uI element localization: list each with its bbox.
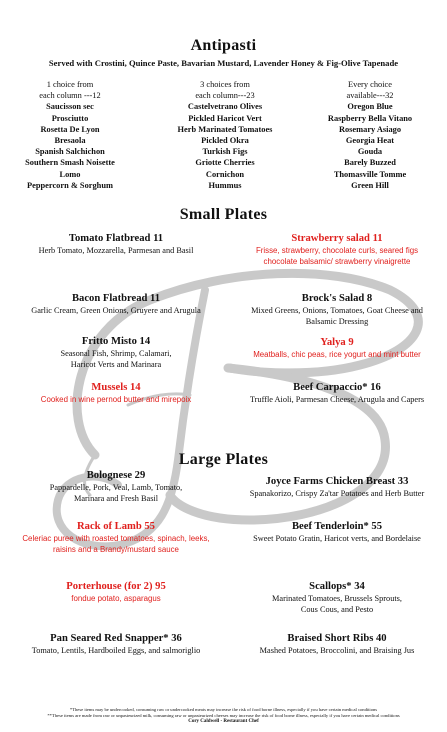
item-name: Bacon Flatbread 11 — [71, 293, 161, 304]
item-name: Pan Seared Red Snapper* 36 — [50, 633, 182, 644]
list-item: Turkish Figs — [202, 147, 248, 157]
menu-item-special — [6, 520, 226, 555]
list-item: Pickled Okra — [201, 136, 249, 146]
list-item: Prosciutto — [51, 113, 89, 123]
list-item: Hummus — [208, 180, 242, 190]
item-description: Haricot Verts and Marinara — [70, 360, 162, 369]
item-name: Yalya 9 — [320, 337, 354, 348]
column-heading: each column---23 — [195, 91, 255, 101]
item-description: Tomato, Lentils, Hardboiled Eggs, and salmoriglio — [31, 646, 201, 655]
list-item: Herb Marinated Tomatoes — [177, 124, 273, 134]
item-description: chocolate balsamic/ strawberry vinaigrette — [263, 257, 411, 266]
list-item: Castelvetrano Olives — [187, 102, 263, 112]
item-name: Beef Carpaccio* 16 — [293, 382, 381, 393]
item-description: Balsamic Dressing — [305, 317, 369, 326]
item-name: Braised Short Ribs 40 — [287, 633, 387, 644]
menu-item — [6, 632, 226, 656]
chef-credit: Cory Caldwell - Restaurant Chef — [188, 719, 259, 724]
item-name: Beef Tenderloin* 55 — [291, 521, 383, 532]
item-name: Rack of Lamb 55 — [77, 521, 155, 532]
item-description: Marinated Tomatoes, Brussels Sprouts, — [272, 594, 402, 603]
menu-item — [232, 475, 442, 499]
antipasti-column-1 — [10, 79, 130, 191]
column-heading: 1 choice from — [46, 80, 94, 89]
antipasti-title: Antipasti — [190, 37, 257, 54]
menu-item-special — [6, 381, 226, 405]
list-item: Rosemary Asiago — [338, 124, 402, 134]
item-description: Pappardelle, Pork, Veal, Lamb, Tomato, — [49, 483, 183, 492]
list-item: Griotte Cherries — [195, 158, 255, 168]
list-item: Southern Smash Noisette — [25, 158, 115, 168]
menu-item — [6, 335, 226, 370]
item-description: Cous Cous, and Pesto — [300, 605, 374, 614]
list-item: Green Hill — [351, 180, 389, 190]
item-name: Tomato Flatbread 11 — [68, 233, 164, 244]
antipasti-subtitle: Served with Crostini, Quince Paste, Bavarian Mustard, Lavender Honey & Fig-Olive Tapenade — [48, 58, 399, 68]
list-item: Rosetta De Lyon — [40, 124, 100, 134]
large-plates-title: Large Plates — [178, 451, 269, 468]
item-description: Celeriac puree with roasted tomatoes, spinach, leeks, — [22, 534, 210, 543]
list-item: Spanish Salchichon — [35, 147, 105, 157]
list-item: Cornichon — [205, 169, 245, 179]
item-description: Sweet Potato Gratin, Haricot verts, and Bordelaise — [253, 534, 421, 543]
menu-item — [232, 580, 442, 615]
item-name: Joyce Farms Chicken Breast 33 — [265, 476, 409, 487]
list-item: Gouda — [357, 147, 383, 157]
menu-item-special — [6, 580, 226, 604]
column-heading: each column ---12 — [39, 91, 101, 101]
item-description: fondue potato, asparagus — [71, 594, 161, 603]
list-item: Georgia Heat — [345, 136, 395, 146]
item-description: Meatballs, chic peas, rice yogurt and mint butter — [253, 350, 421, 359]
item-description: Marinara and Fresh Basil — [73, 494, 159, 503]
column-heading: Every choice — [348, 80, 392, 89]
menu-item — [6, 292, 226, 316]
menu-item — [6, 232, 226, 256]
list-item: Barely Buzzed — [344, 158, 396, 168]
item-name: Fritto Misto 14 — [81, 336, 151, 347]
menu-item-special — [232, 336, 442, 360]
list-item: Oregon Blue — [347, 102, 393, 112]
menu-item — [232, 632, 442, 656]
menu-item — [6, 469, 226, 504]
list-item: Pickled Haricot Vert — [188, 113, 262, 123]
item-description: Mixed Greens, Onions, Tomatoes, Goat Cheese and — [251, 306, 423, 315]
item-description: Mashed Potatoes, Broccolini, and Braising Jus — [259, 646, 415, 655]
item-description: Garlic Cream, Green Onions, Gruyere and Arugula — [31, 306, 201, 315]
unpasteurized-notice: **These items are made from raw or unpasteurized milk, consuming raw or unpasteurized cheeses may increase the risk of food borne illness, especially if you have certain medical conditions — [47, 713, 400, 718]
antipasti-column-2 — [150, 79, 300, 191]
list-item: Bresaola — [54, 136, 86, 146]
item-description: raisins and a Brandy/mustard sauce — [53, 545, 179, 554]
item-description: Seasonal Fish, Shrimp, Calamari, — [60, 349, 172, 358]
antipasti-column-3 — [305, 79, 435, 191]
item-name: Scallops* 34 — [309, 581, 365, 592]
list-item: Lomo — [59, 169, 81, 179]
footer — [0, 707, 447, 725]
column-heading: 3 choices from — [200, 80, 250, 89]
item-name: Brock's Salad 8 — [301, 293, 373, 304]
list-item: Saucisson sec — [46, 102, 94, 112]
list-item: Raspberry Bella Vitano — [327, 113, 413, 123]
item-name: Porterhouse (for 2) 95 — [66, 581, 166, 592]
menu-item — [232, 381, 442, 405]
item-description: Spanakorizo, Crispy Za'tar Potatoes and Herb Butter — [249, 489, 425, 498]
menu-item-special — [232, 232, 442, 267]
item-description: Herb Tomato, Mozzarella, Parmesan and Basil — [38, 246, 194, 255]
item-name: Strawberry salad 11 — [291, 233, 383, 244]
list-item: Peppercorn & Sorghum — [27, 180, 113, 190]
menu-item — [232, 520, 442, 544]
column-heading: available---32 — [346, 91, 394, 101]
item-name: Mussels 14 — [91, 382, 141, 393]
undercooked-notice: *These items may be undercooked, consuming raw or undercooked meats may increase the risk of food borne illness, especially if you have certain medical conditions — [69, 707, 378, 712]
small-plates-title: Small Plates — [179, 206, 268, 223]
item-description: Cooked in wine pernod butter and mirepoix — [40, 395, 192, 404]
item-name: Bolognese 29 — [86, 470, 146, 481]
item-description: Truffle Aioli, Parmesan Cheese, Arugula and Capers — [249, 395, 425, 404]
list-item: Thomasville Tomme — [333, 169, 407, 179]
item-description: Frisse, strawberry, chocolate curls, seared figs — [255, 246, 419, 255]
menu-item — [232, 292, 442, 327]
